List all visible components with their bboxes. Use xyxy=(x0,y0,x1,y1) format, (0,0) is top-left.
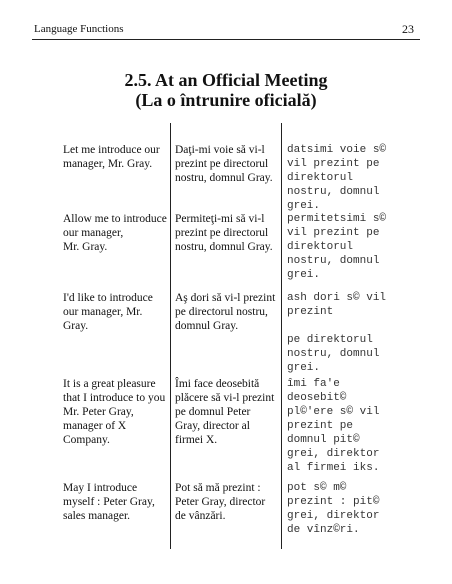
english-phrase: I'd like to introduce our manager, Mr. Gray. xyxy=(63,292,153,332)
pronunciation: permitetsimi s© vil prezint pe direktorul nostru, domnul grei. xyxy=(287,213,387,281)
section-subtitle: (La o întrunire oficială) xyxy=(135,90,317,110)
english-phrase: It is a great pleasure that I introduce to you Mr. Peter Gray, manager of X Company. xyxy=(63,378,166,446)
running-header: Language Functions xyxy=(34,23,124,35)
romanian-translation: Pot să mă prezint : Peter Gray, director de vânzări. xyxy=(175,482,266,522)
english-phrase: May I introduce myself : Peter Gray, sales manager. xyxy=(63,482,155,522)
romanian-translation: Daţi-mi voie să vi-l prezint pe directorul nostru, domnul Gray. xyxy=(175,144,273,184)
pronunciation: îmi fa'e deosebit© pl©'ere s© vil prezint pe domnul pit© grei, direktor al firmei iks. xyxy=(287,378,380,474)
english-phrase: Let me introduce our manager, Mr. Gray. xyxy=(63,144,160,170)
romanian-translation: Aş dori să vi-l prezint pe directorul nostru, domnul Gray. xyxy=(175,292,276,332)
pronunciation: datsimi voie s© vil prezint pe direktorul nostru, domnul grei. xyxy=(287,144,387,212)
column-divider-left xyxy=(170,123,171,549)
pronunciation: pot s© m© prezint : pit© grei, direktor de vînz©ri. xyxy=(287,482,380,536)
romanian-translation: Permiteţi-mi să vi-l prezint pe directorul nostru, domnul Gray. xyxy=(175,213,273,253)
pronunciation: ash dori s© vil prezint pe direktorul nostru, domnul grei. xyxy=(287,292,387,374)
romanian-translation: Îmi face deosebită plăcere să vi-l prezint pe domnul Peter Gray, director al firmei X. xyxy=(175,378,275,446)
page-number: 23 xyxy=(402,22,414,36)
section-title: 2.5. At an Official Meeting xyxy=(124,70,328,90)
english-phrase: Allow me to introduce our manager, Mr. Gray. xyxy=(63,213,167,253)
header-rule xyxy=(32,39,420,40)
column-divider-right xyxy=(281,123,282,549)
